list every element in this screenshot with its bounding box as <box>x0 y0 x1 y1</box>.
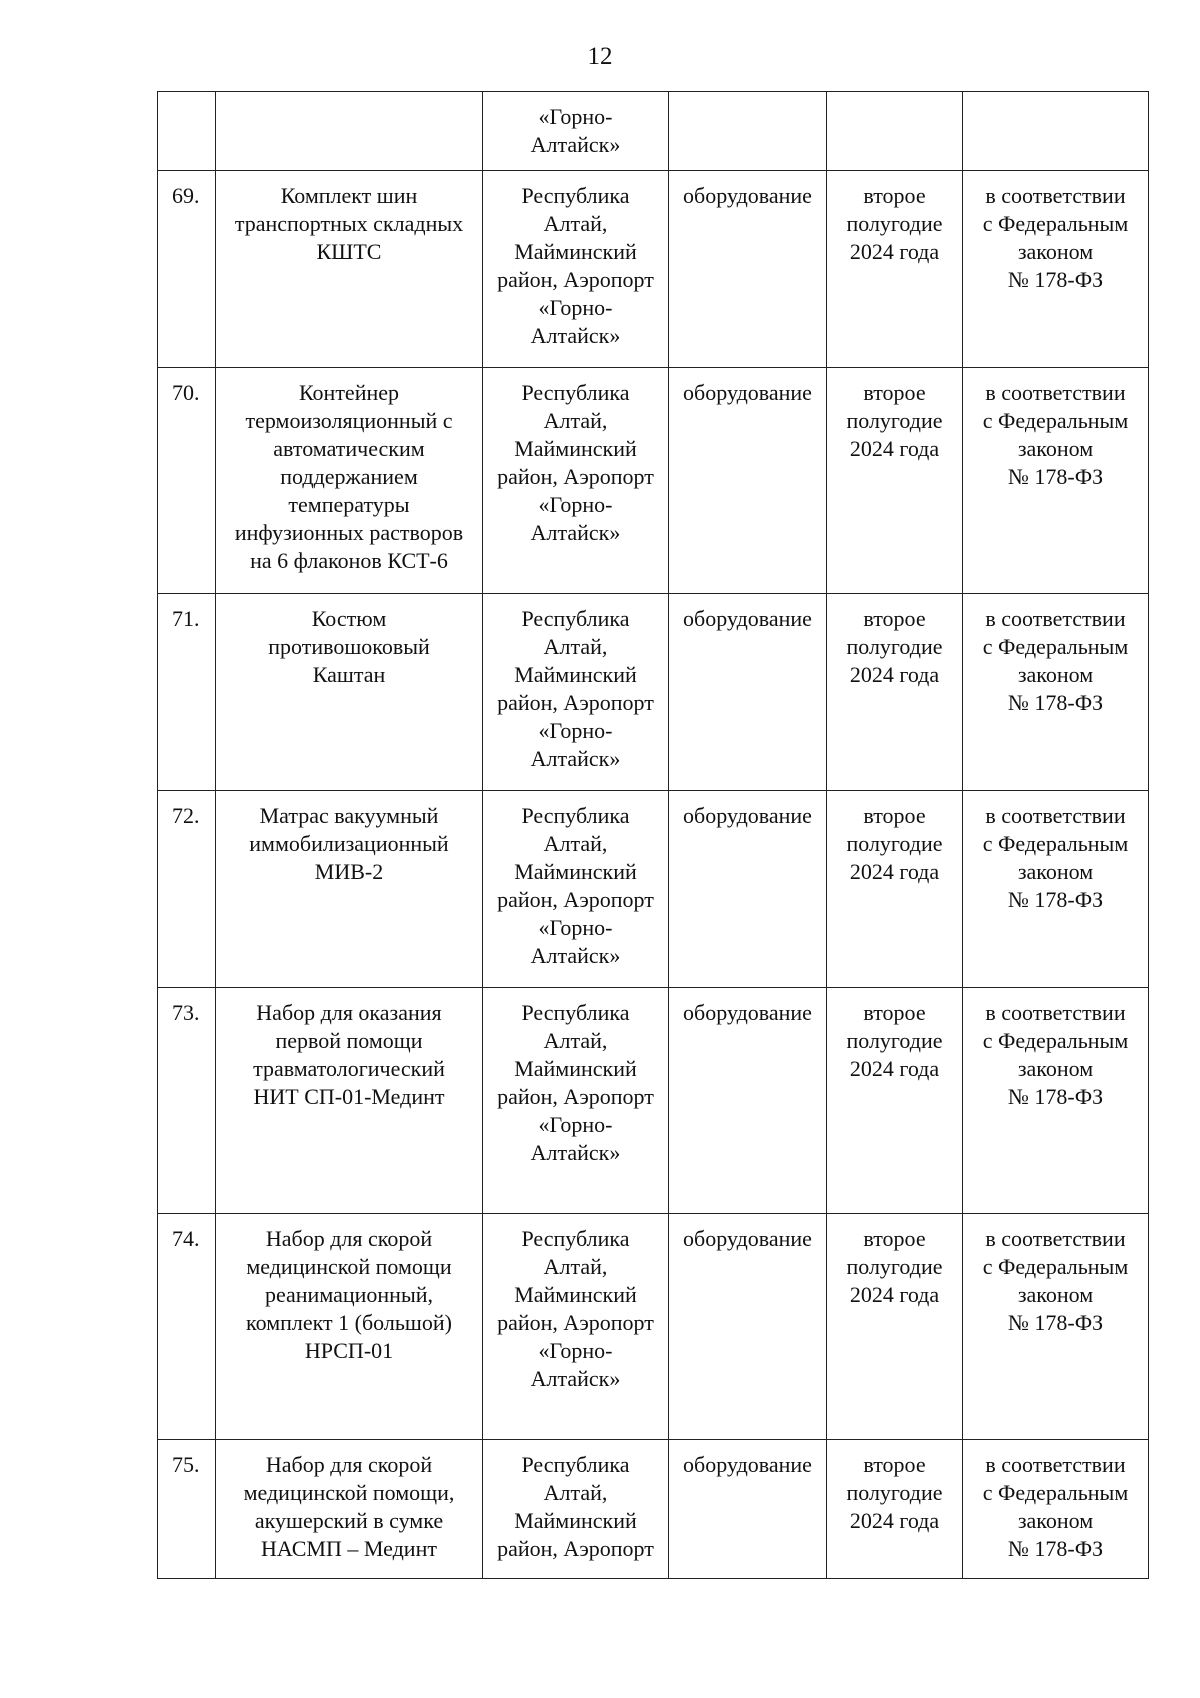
item-basis: в соответствии с Федеральным законом № 178-ФЗ <box>963 988 1149 1214</box>
item-name: Матрас вакуумный иммобилизационный МИВ-2 <box>216 791 483 988</box>
table-row <box>158 171 1149 368</box>
item-type: оборудование <box>669 791 827 988</box>
item-term: второе полугодие 2024 года <box>827 171 963 368</box>
item-location: Республика Алтай, Майминский район, Аэропорт «Горно- Алтайск» <box>483 171 669 368</box>
item-location: Республика Алтай, Майминский район, Аэропорт «Горно- Алтайск» <box>483 368 669 594</box>
item-basis: в соответствии с Федеральным законом № 178-ФЗ <box>963 594 1149 791</box>
item-location: Республика Алтай, Майминский район, Аэропорт «Горно- Алтайск» <box>483 1214 669 1440</box>
item-basis <box>963 92 1149 171</box>
item-location: Республика Алтай, Майминский район, Аэропорт «Горно- Алтайск» <box>483 988 669 1214</box>
item-term: второе полугодие 2024 года <box>827 368 963 594</box>
table-row <box>158 594 1149 791</box>
item-type: оборудование <box>669 368 827 594</box>
item-basis: в соответствии с Федеральным законом № 178-ФЗ <box>963 1214 1149 1440</box>
row-number: 70. <box>158 368 216 594</box>
item-term: второе полугодие 2024 года <box>827 1440 963 1579</box>
table-row <box>158 1440 1149 1579</box>
item-type: оборудование <box>669 1440 827 1579</box>
table-row <box>158 368 1149 594</box>
item-name <box>216 92 483 171</box>
row-number: 72. <box>158 791 216 988</box>
item-location: «Горно- Алтайск» <box>483 92 669 171</box>
equipment-table <box>157 91 1149 1579</box>
item-type: оборудование <box>669 594 827 791</box>
item-term: второе полугодие 2024 года <box>827 594 963 791</box>
table-row <box>158 791 1149 988</box>
item-type <box>669 92 827 171</box>
item-name: Набор для скорой медицинской помощи реанимационный, комплект 1 (большой) НРСП-01 <box>216 1214 483 1440</box>
row-number: 69. <box>158 171 216 368</box>
item-location: Республика Алтай, Майминский район, Аэропорт <box>483 1440 669 1579</box>
page-number: 12 <box>587 43 613 70</box>
item-basis: в соответствии с Федеральным законом № 178-ФЗ <box>963 791 1149 988</box>
item-term: второе полугодие 2024 года <box>827 1214 963 1440</box>
item-type: оборудование <box>669 988 827 1214</box>
row-number: 75. <box>158 1440 216 1579</box>
table-row <box>158 1214 1149 1440</box>
row-number: 74. <box>158 1214 216 1440</box>
item-name: Набор для скорой медицинской помощи, акушерский в сумке НАСМП – Мединт <box>216 1440 483 1579</box>
item-name: Контейнер термоизоляционный с автоматическим поддержанием температуры инфузионных растворов на 6 флаконов КСТ-6 <box>216 368 483 594</box>
item-name: Набор для оказания первой помощи травматологический НИТ СП-01-Мединт <box>216 988 483 1214</box>
item-location: Республика Алтай, Майминский район, Аэропорт «Горно- Алтайск» <box>483 791 669 988</box>
item-term <box>827 92 963 171</box>
row-number: 73. <box>158 988 216 1214</box>
table-row <box>158 988 1149 1214</box>
table-row <box>158 92 1149 171</box>
item-location: Республика Алтай, Майминский район, Аэропорт «Горно- Алтайск» <box>483 594 669 791</box>
item-term: второе полугодие 2024 года <box>827 988 963 1214</box>
item-name: Комплект шин транспортных складных КШТС <box>216 171 483 368</box>
item-type: оборудование <box>669 1214 827 1440</box>
item-type: оборудование <box>669 171 827 368</box>
item-basis: в соответствии с Федеральным законом № 178-ФЗ <box>963 1440 1149 1579</box>
item-basis: в соответствии с Федеральным законом № 178-ФЗ <box>963 171 1149 368</box>
row-number: 71. <box>158 594 216 791</box>
item-basis: в соответствии с Федеральным законом № 178-ФЗ <box>963 368 1149 594</box>
item-term: второе полугодие 2024 года <box>827 791 963 988</box>
row-number <box>158 92 216 171</box>
item-name: Костюм противошоковый Каштан <box>216 594 483 791</box>
